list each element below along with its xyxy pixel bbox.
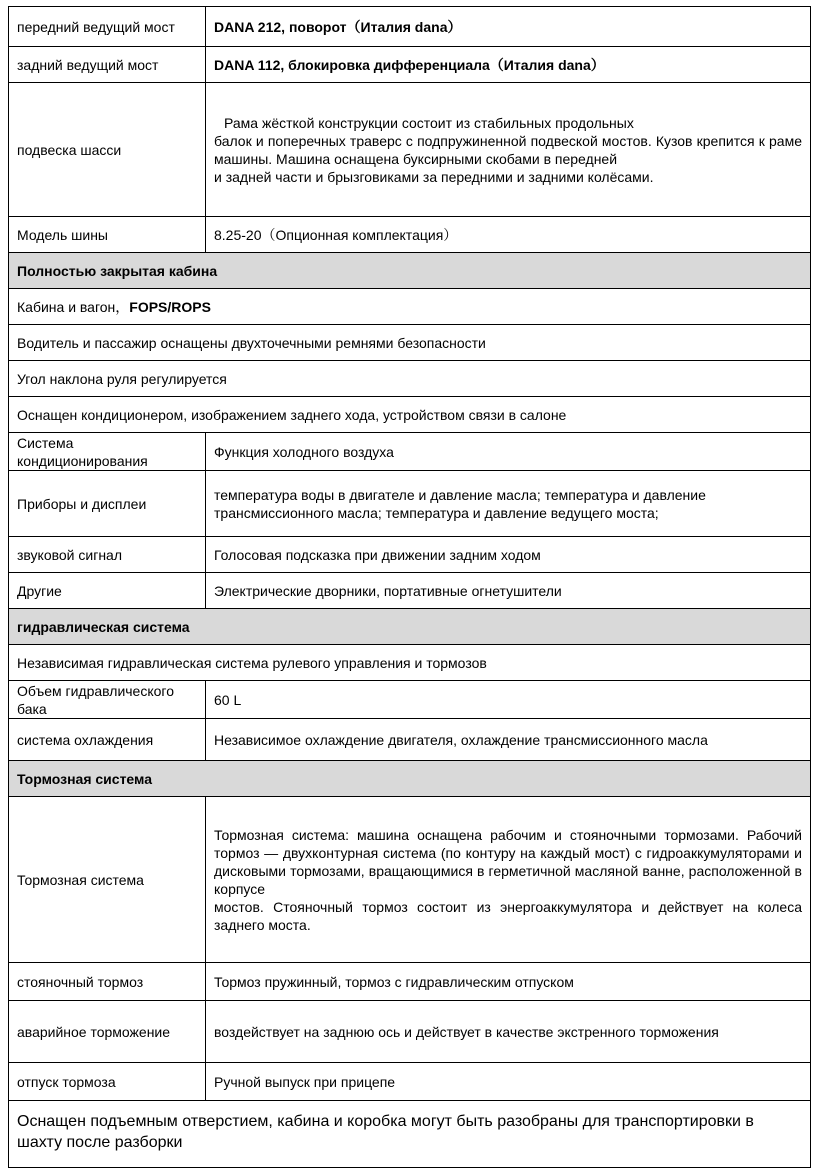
row-value-parking: Тормоз пружинный, тормоз с гидравлическим отпуском [206,963,811,1001]
brake-system-line: мостов. Стояночный тормоз состоит из энергоаккумулятора и действует на колеса заднего моста. [214,898,802,933]
table-row [9,537,811,573]
section-title-brake: Тормозная система [9,761,811,797]
cabin-belts: Водитель и пассажир оснащены двухточечными ремнями безопасности [9,325,811,361]
row-value-emergency: воздействует на заднюю ось и действует в качестве экстренного торможения [206,1001,811,1063]
row-label-instruments: Приборы и дисплеи [9,471,206,537]
table-row [9,47,811,83]
row-label-parking: стояночный тормоз [9,963,206,1001]
row-label-horn: звуковой сигнал [9,537,206,573]
spec-table [8,6,811,1168]
table-row [9,7,811,47]
table-row [9,289,811,325]
table-row [9,573,811,609]
row-value-brake-system [206,797,811,963]
section-header [9,253,811,289]
row-value-horn: Голосовая подсказка при движении задним ходом [206,537,811,573]
table-row [9,797,811,963]
row-label-brake-system: Тормозная система [9,797,206,963]
table-row [9,397,811,433]
cabin-fops-bold: FOPS/ROPS [129,298,211,315]
row-value-release: Ручной выпуск при прицепе [206,1063,811,1101]
row-value-suspension [206,83,811,217]
row-label-other: Другие [9,573,206,609]
hydraulic-independent: Независимая гидравлическая система рулевого управления и тормозов [9,645,811,681]
row-label-cooling: система охлаждения [9,719,206,761]
front-axle-value: DANA 212, поворот（Италия dana） [214,18,462,35]
table-row [9,1001,811,1063]
table-row [9,217,811,253]
row-value-front-axle [206,7,811,47]
section-title-cabin: Полностью закрытая кабина [9,253,811,289]
suspension-line: балок и поперечных траверс с подпружиненной подвеской мостов. Кузов крепится к раме машины. Машина оснащена буксирными скобами в передней [214,132,802,167]
section-title-hydraulic: гидравлическая система [9,609,811,645]
row-value-other: Электрические дворники, портативные огнетушители [206,573,811,609]
row-label-rear-axle: задний ведущий мост [9,47,206,83]
row-value-tire: 8.25-20（Опционная комплектация） [206,217,811,253]
row-label-release: отпуск тормоза [9,1063,206,1101]
table-row [9,361,811,397]
cabin-fops-prefix: Кабина и вагон， [17,298,130,315]
cabin-fops-row [9,289,811,325]
table-row [9,645,811,681]
cabin-equipped: Оснащен кондиционером, изображением заднего хода, устройством связи в салоне [9,397,811,433]
table-row [9,719,811,761]
footer-note: Оснащен подъемным отверстием, кабина и коробка могут быть разобраны для транспортировки в шахту после разборки [9,1101,811,1168]
cabin-steering: Угол наклона руля регулируется [9,361,811,397]
footer-row [9,1101,811,1168]
row-value-instruments: температура воды в двигателе и давление масла; температура и давление трансмиссионного масла; температура и давление ведущего моста; [206,471,811,537]
row-value-rear-axle [206,47,811,83]
suspension-line: Рама жёсткой конструкции состоит из стабильных продольных [224,114,634,131]
section-header [9,609,811,645]
table-row [9,325,811,361]
row-value-tank: 60 L [206,681,811,719]
table-row [9,963,811,1001]
row-label-tank: Объем гидравлического бака [9,681,206,719]
row-value-ac: Функция холодного воздуха [206,433,811,471]
row-label-suspension: подвеска шасси [9,83,206,217]
row-label-front-axle: передний ведущий мост [9,7,206,47]
rear-axle-value: DANA 112, блокировка дифференциала（Италия dana） [214,56,605,73]
row-label-tire: Модель шины [9,217,206,253]
row-label-emergency: аварийное торможение [9,1001,206,1063]
section-header [9,761,811,797]
table-row [9,471,811,537]
table-row [9,83,811,217]
row-label-ac: Система кондиционирования [9,433,206,471]
table-row [9,681,811,719]
row-value-cooling: Независимое охлаждение двигателя, охлаждение трансмиссионного масла [206,719,811,761]
table-row [9,433,811,471]
brake-system-line: Тормозная система: машина оснащена рабочим и стояночными тормозами. Рабочий тормоз — двухконтурная система (по контуру на каждый мост) с гидроаккумуляторами и дисковыми тормозами, вращающимися в герметичной масляной ванне, расположенной в корпусе [214,826,802,897]
suspension-line: и задней части и брызговиками за передними и задними колёсами. [214,168,654,185]
table-row [9,1063,811,1101]
